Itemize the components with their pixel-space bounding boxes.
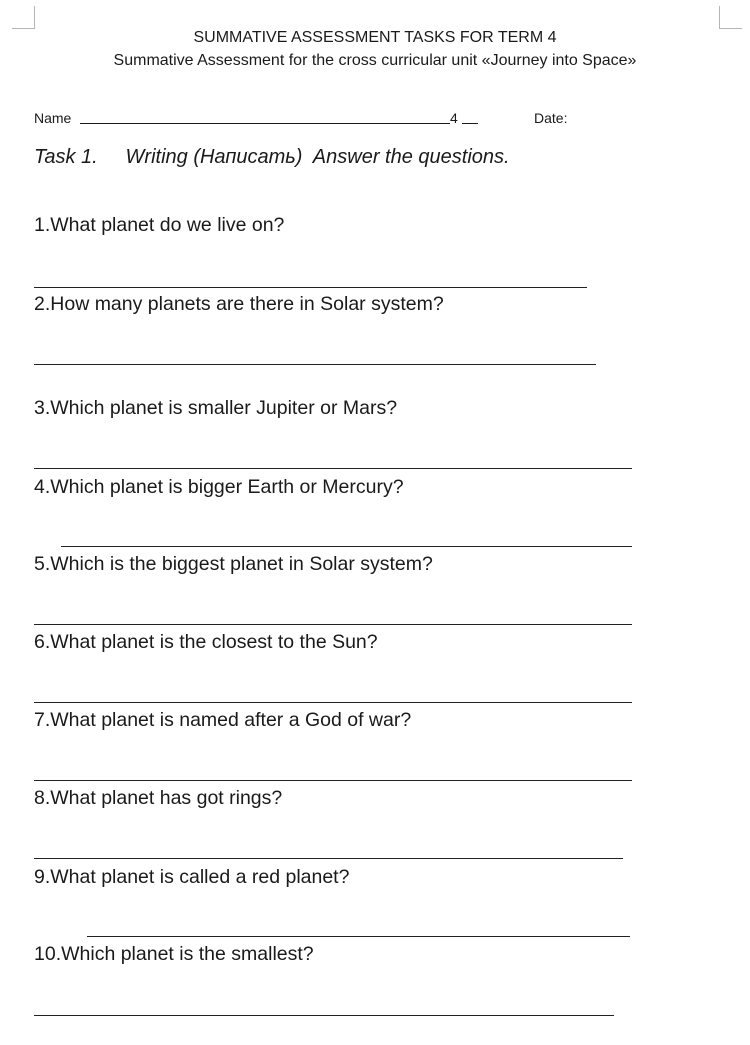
task-label: Task 1.: [34, 146, 98, 168]
question-5: 5.Which is the biggest planet in Solar system?: [34, 553, 433, 575]
question-8: 8.What planet has got rings?: [34, 787, 283, 809]
name-label: Name: [34, 110, 72, 126]
answer-line-3[interactable]: [34, 468, 632, 469]
answer-line-2[interactable]: [34, 364, 596, 365]
document-subtitle: Summative Assessment for the cross curricular unit «Journey into Space»: [113, 52, 637, 69]
page-corner-marker-right: [719, 6, 742, 29]
task-instruction: Writing (Написать) Answer the questions.: [125, 146, 510, 168]
task-heading: [34, 146, 510, 169]
page-corner-marker-left: [12, 6, 35, 29]
question-4: 4.Which planet is bigger Earth or Mercury?: [34, 476, 404, 498]
answer-line-4[interactable]: [61, 546, 632, 547]
answer-line-5[interactable]: [34, 624, 632, 625]
answer-line-10[interactable]: [34, 1015, 614, 1016]
question-7: 7.What planet is named after a God of war?: [34, 709, 412, 731]
question-10: 10.Which planet is the smallest?: [34, 943, 314, 965]
answer-line-7[interactable]: [34, 780, 632, 781]
question-2: 2.How many planets are there in Solar system?: [34, 293, 444, 315]
name-field-line[interactable]: [80, 123, 450, 124]
grade-label: 4: [450, 110, 458, 126]
date-label: Date:: [534, 110, 568, 126]
answer-line-8[interactable]: [34, 858, 623, 859]
answer-line-9[interactable]: [87, 936, 630, 937]
question-9: 9.What planet is called a red planet?: [34, 866, 350, 888]
document-title: SUMMATIVE ASSESSMENT TASKS FOR TERM 4: [193, 29, 557, 46]
question-3: 3.Which planet is smaller Jupiter or Mars?: [34, 397, 398, 419]
question-1: 1.What planet do we live on?: [34, 214, 285, 236]
answer-line-6[interactable]: [34, 702, 632, 703]
question-6: 6.What planet is the closest to the Sun?: [34, 631, 378, 653]
answer-line-1[interactable]: [34, 287, 587, 288]
grade-letter-line[interactable]: [462, 123, 478, 124]
